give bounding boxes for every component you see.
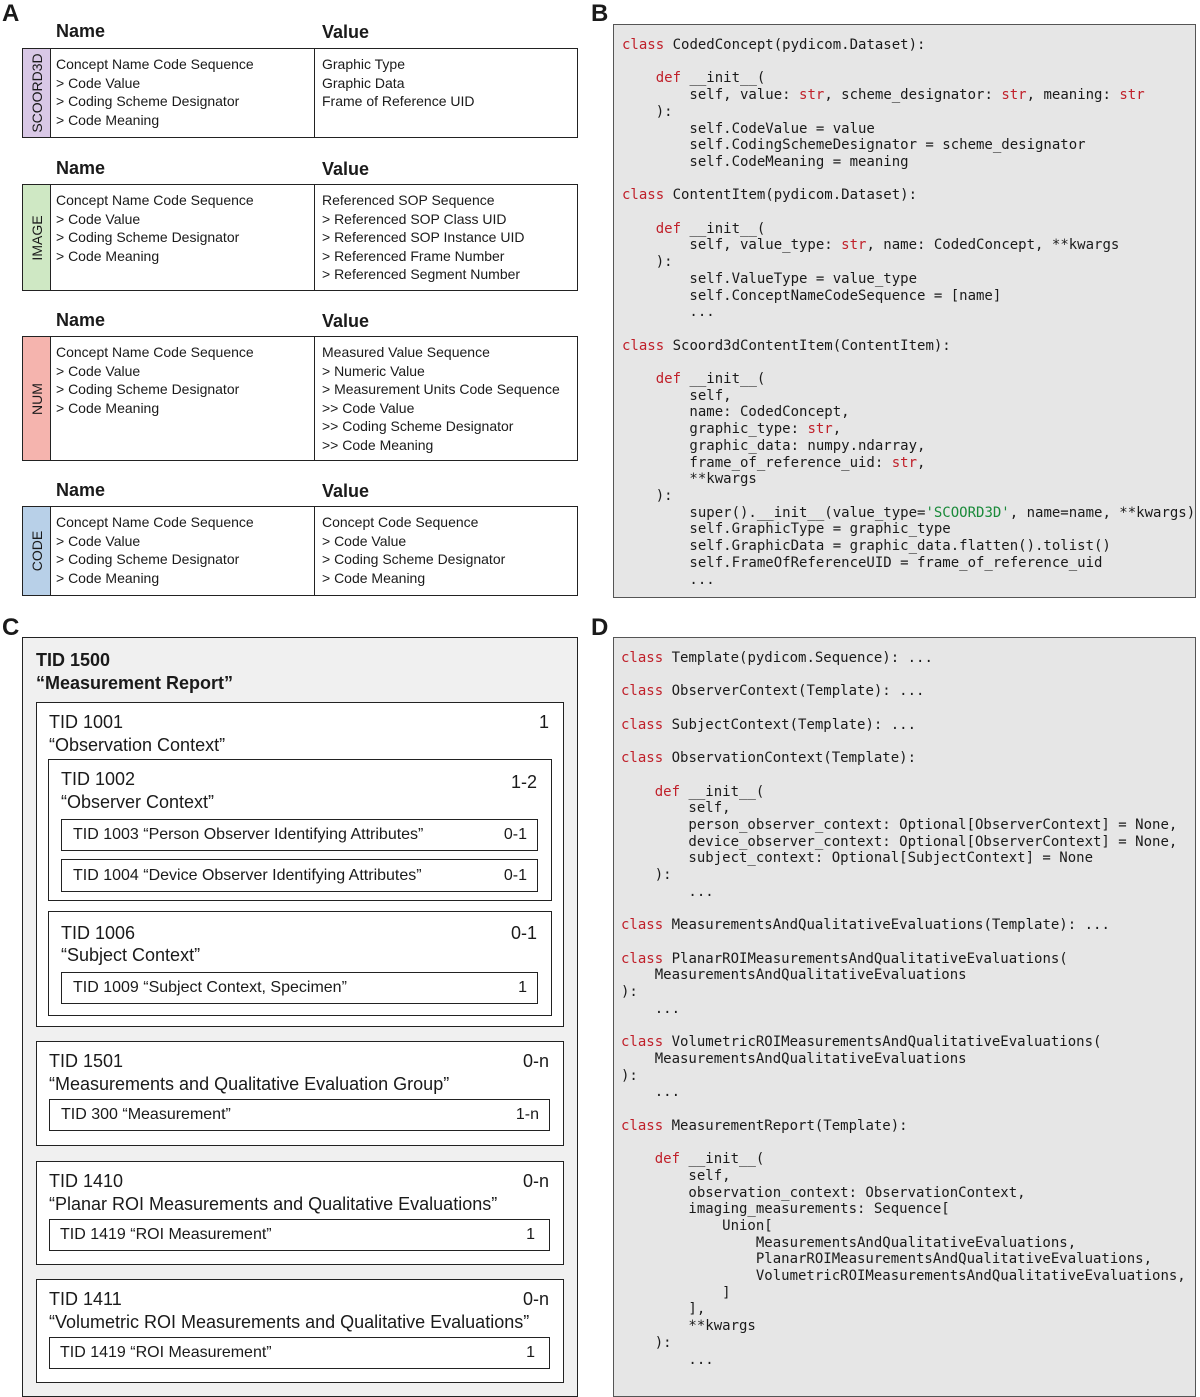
code-text: ): xyxy=(621,1067,638,1084)
code-text: ... xyxy=(621,883,714,900)
keyword: class xyxy=(621,950,664,967)
code-block-b xyxy=(622,37,1195,588)
tid-1410-title: “Planar ROI Measurements and Qualitative Evaluations” xyxy=(49,1194,498,1214)
code-text: self.FrameOfReferenceUID = frame_of_reference_uid xyxy=(622,554,1103,571)
code-text xyxy=(622,221,656,237)
code-line xyxy=(622,104,1195,121)
name-line: > Coding Scheme Designator xyxy=(56,551,240,567)
name-line: > Code Meaning xyxy=(56,247,160,264)
code-text: ): xyxy=(621,984,638,1001)
tid-1002-title: “Observer Context” xyxy=(61,792,215,812)
value-line: > Code Value xyxy=(322,532,407,549)
code-line xyxy=(621,734,1186,751)
code-line xyxy=(621,1251,1186,1268)
code-text: frame_of_reference_uid: xyxy=(622,454,892,471)
code-line xyxy=(622,538,1195,555)
code-text: SubjectContext(Template): ... xyxy=(663,716,917,733)
keyword: class xyxy=(621,1034,664,1051)
tid-1003-label: TID 1003 “Person Observer Identifying Attributes” xyxy=(73,826,424,843)
name-line: > Code Meaning xyxy=(56,111,160,128)
code-line xyxy=(622,154,1195,171)
code-line xyxy=(621,1084,1186,1101)
code-line xyxy=(621,700,1186,717)
code-text: ... xyxy=(621,1351,714,1368)
tid-1002-id: TID 1002 xyxy=(61,769,136,789)
code-text: ): xyxy=(621,1334,672,1351)
code-text: PlanarROIMeasurementsAndQualitativeEvaluations( xyxy=(663,950,1068,967)
code-line xyxy=(621,834,1186,851)
tid-1411-title: “Volumetric ROI Measurements and Qualitative Evaluations” xyxy=(49,1312,530,1332)
value-line: > Measurement Units Code Sequence xyxy=(322,381,560,397)
string-literal: 'SCOORD3D' xyxy=(925,504,1010,521)
tid-1001-title: “Observation Context” xyxy=(49,735,226,755)
keyword: def xyxy=(655,220,682,237)
column-divider xyxy=(314,49,315,137)
tid-300-label: TID 300 “Measurement” xyxy=(61,1106,231,1123)
code-text: self, xyxy=(621,1167,731,1184)
code-text: self, xyxy=(621,800,731,817)
code-text: __init__( xyxy=(681,220,766,237)
code-text: ObservationContext(Template): xyxy=(663,750,917,767)
value-line: Referenced SOP Sequence xyxy=(322,192,495,208)
code-line xyxy=(622,288,1195,305)
code-table xyxy=(22,506,578,596)
panel-b-code xyxy=(613,24,1196,598)
tag-label: CODE xyxy=(28,530,45,572)
code-line xyxy=(621,1118,1186,1135)
tid-1009-cardinality: 1 xyxy=(518,979,527,996)
column-divider xyxy=(314,507,315,595)
tag-label: SCOORD3D xyxy=(28,53,45,133)
keyword: class xyxy=(621,750,664,767)
code-line xyxy=(621,850,1186,867)
tid-1419-planar-box xyxy=(49,1219,550,1251)
keyword: str xyxy=(891,454,918,471)
code-text: ], xyxy=(621,1301,706,1318)
code-text: self.ConceptNameCodeSequence = [name] xyxy=(622,287,1002,304)
code-line xyxy=(622,421,1195,438)
code-line xyxy=(622,521,1195,538)
tid-1009-label: TID 1009 “Subject Context, Specimen” xyxy=(73,979,347,996)
code-line xyxy=(621,1285,1186,1302)
tid-1501-cardinality: 0-n xyxy=(522,1051,549,1071)
code-text: MeasurementsAndQualitativeEvaluations xyxy=(621,1050,967,1067)
code-line xyxy=(622,455,1195,472)
value-header: Value xyxy=(322,159,370,179)
name-header: Name xyxy=(56,21,106,41)
code-text: , name=name, **kwargs) xyxy=(1009,504,1196,521)
tid-1410-cardinality: 0-n xyxy=(522,1171,549,1191)
code-line xyxy=(622,572,1195,589)
keyword: str xyxy=(799,87,825,104)
code-tag xyxy=(23,507,51,595)
code-line xyxy=(621,1001,1186,1018)
image-table xyxy=(22,184,578,291)
code-text: imaging_measurements: Sequence[ xyxy=(621,1201,950,1218)
code-line xyxy=(622,471,1195,488)
code-text: ): xyxy=(622,487,673,504)
scoord3d-table xyxy=(22,48,578,138)
code-text: super().__init__(value_type= xyxy=(622,504,926,521)
value-line: Frame of Reference UID xyxy=(322,93,475,109)
code-text: person_observer_context: Optional[ObserverContext] = None, xyxy=(621,817,1178,834)
tid-1004-label: TID 1004 “Device Observer Identifying Attributes” xyxy=(73,867,422,884)
tid-1002-cardinality: 1-2 xyxy=(510,772,537,792)
name-line: > Code Meaning xyxy=(56,399,160,416)
code-line xyxy=(622,304,1195,321)
code-line xyxy=(621,1151,1186,1168)
panel-label-d: D xyxy=(591,614,609,641)
code-line xyxy=(621,1051,1186,1068)
name-line: > Code Value xyxy=(56,210,141,227)
value-line: Measured Value Sequence xyxy=(322,344,490,360)
keyword: class xyxy=(621,716,664,733)
code-text: __init__( xyxy=(680,1151,765,1168)
keyword: str xyxy=(1119,87,1145,104)
value-line: > Referenced Segment Number xyxy=(322,266,521,282)
panel-label-c: C xyxy=(2,614,20,641)
code-line xyxy=(622,354,1195,371)
code-text: ... xyxy=(621,1000,681,1017)
code-line xyxy=(622,54,1195,71)
code-text: MeasurementsAndQualitativeEvaluations(Template): ... xyxy=(663,917,1110,934)
value-line: > Referenced SOP Class UID xyxy=(322,210,507,227)
code-text: ): xyxy=(622,103,673,120)
code-line xyxy=(621,1318,1186,1335)
code-line xyxy=(621,1335,1186,1352)
tid-1006-id: TID 1006 xyxy=(61,923,136,943)
code-line xyxy=(622,388,1195,405)
code-line xyxy=(622,404,1195,421)
num-tag xyxy=(23,337,51,460)
code-text: VolumetricROIMeasurementsAndQualitativeEvaluations( xyxy=(663,1034,1102,1051)
code-line xyxy=(621,1134,1186,1151)
code-line xyxy=(621,717,1186,734)
code-text: CodedConcept(pydicom.Dataset): xyxy=(664,37,926,53)
panel-label-b: B xyxy=(591,0,609,27)
code-text: __init__( xyxy=(680,783,765,800)
code-text: ObserverContext(Template): ... xyxy=(663,683,925,700)
name-line: Concept Name Code Sequence xyxy=(56,514,254,530)
code-text: self.CodingSchemeDesignator = scheme_designator xyxy=(622,137,1086,154)
code-text: graphic_type: xyxy=(622,421,808,438)
code-line xyxy=(621,1101,1186,1118)
code-text: , xyxy=(832,421,842,438)
code-text xyxy=(621,784,655,800)
tid-1004-cardinality: 0-1 xyxy=(503,867,527,884)
num-table xyxy=(22,336,578,461)
code-line xyxy=(622,221,1195,238)
value-header: Value xyxy=(322,311,370,331)
code-line xyxy=(621,1235,1186,1252)
code-text: , scheme_designator: xyxy=(824,87,1002,104)
code-line xyxy=(621,917,1186,934)
code-text xyxy=(622,70,656,86)
tid-1419-cardinality: 1 xyxy=(526,1344,535,1361)
value-line: >> Code Value xyxy=(322,399,415,416)
code-line xyxy=(621,817,1186,834)
code-line xyxy=(622,237,1195,254)
code-line xyxy=(621,784,1186,801)
keyword: def xyxy=(655,70,682,87)
tid-1001-cardinality: 1 xyxy=(538,712,549,732)
code-text: ContentItem(pydicom.Dataset): xyxy=(664,187,918,204)
tag-label: IMAGE xyxy=(28,214,45,261)
code-line xyxy=(621,1268,1186,1285)
code-text: self, value_type: xyxy=(622,237,842,254)
tid-1419-cardinality: 1 xyxy=(526,1226,535,1243)
name-header: Name xyxy=(56,480,106,500)
code-line xyxy=(621,683,1186,700)
code-line xyxy=(621,1301,1186,1318)
tid-1003-cardinality: 0-1 xyxy=(503,826,527,843)
code-line xyxy=(621,650,1186,667)
code-line xyxy=(622,505,1195,522)
code-text: Union[ xyxy=(621,1217,773,1234)
value-column xyxy=(322,343,560,454)
name-line: > Code Value xyxy=(56,74,141,91)
panel-label-a: A xyxy=(2,0,20,27)
value-line: > Referenced Frame Number xyxy=(322,247,505,264)
value-line: > Referenced SOP Instance UID xyxy=(322,229,525,245)
code-line xyxy=(622,438,1195,455)
tid-1500-id: TID 1500 xyxy=(36,650,111,670)
name-line: Concept Name Code Sequence xyxy=(56,344,254,360)
code-text: MeasurementsAndQualitativeEvaluations, xyxy=(621,1234,1077,1251)
value-column xyxy=(322,191,524,284)
value-header: Value xyxy=(322,22,370,42)
code-text: graphic_data: numpy.ndarray, xyxy=(622,437,926,454)
keyword: class xyxy=(621,1117,664,1134)
code-line xyxy=(621,901,1186,918)
value-line: Graphic Type xyxy=(322,56,406,72)
tid-1001-id: TID 1001 xyxy=(49,712,124,732)
tag-label: NUM xyxy=(28,382,45,415)
value-line: > Numeric Value xyxy=(322,362,425,379)
code-line xyxy=(621,1201,1186,1218)
keyword: class xyxy=(621,683,664,700)
scoord3d-tag xyxy=(23,49,51,137)
tid-1501-id: TID 1501 xyxy=(49,1051,124,1071)
name-line: > Coding Scheme Designator xyxy=(56,229,240,245)
code-text: self.CodeMeaning = meaning xyxy=(622,153,909,170)
code-line xyxy=(622,171,1195,188)
code-text: MeasurementReport(Template): xyxy=(663,1117,908,1134)
keyword: class xyxy=(622,37,665,53)
code-line xyxy=(621,867,1186,884)
code-line xyxy=(622,37,1195,54)
code-text: , meaning: xyxy=(1026,87,1120,104)
panel-d-code xyxy=(613,637,1196,1397)
code-text: ): xyxy=(621,867,672,884)
code-text xyxy=(621,1151,655,1167)
tid-1009-box xyxy=(61,972,538,1004)
code-text xyxy=(622,371,656,387)
value-line: Concept Code Sequence xyxy=(322,514,479,530)
name-header: Name xyxy=(56,310,106,330)
code-line xyxy=(622,338,1195,355)
code-line xyxy=(621,967,1186,984)
code-block-d xyxy=(621,650,1186,1368)
code-text: self.GraphicData = graphic_data.flatten().tolist() xyxy=(622,538,1111,555)
code-line xyxy=(621,1034,1186,1051)
name-column xyxy=(56,55,254,129)
name-header: Name xyxy=(56,158,106,178)
tid-300-cardinality: 1-n xyxy=(515,1106,539,1123)
keyword: str xyxy=(1001,87,1027,104)
code-text: PlanarROIMeasurementsAndQualitativeEvaluations, xyxy=(621,1251,1153,1268)
tid-1003-box xyxy=(61,819,538,851)
tid-1419-volumetric-box xyxy=(49,1337,550,1369)
column-divider xyxy=(314,337,315,460)
tid-1419-label: TID 1419 “ROI Measurement” xyxy=(60,1344,272,1361)
code-line xyxy=(621,884,1186,901)
name-line: > Code Value xyxy=(56,532,141,549)
value-line: > Coding Scheme Designator xyxy=(322,551,506,567)
name-line: > Code Meaning xyxy=(56,569,160,586)
code-line xyxy=(622,87,1195,104)
code-line xyxy=(622,204,1195,221)
tid-1004-box xyxy=(61,859,538,892)
tid-1411-cardinality: 0-n xyxy=(522,1289,549,1309)
code-text: ): xyxy=(622,254,673,271)
code-line xyxy=(621,984,1186,1001)
value-line: Graphic Data xyxy=(322,74,405,91)
code-line xyxy=(621,800,1186,817)
code-text: self, xyxy=(622,387,732,404)
code-line xyxy=(621,934,1186,951)
code-line xyxy=(622,488,1195,505)
value-header: Value xyxy=(322,481,370,501)
code-text: __init__( xyxy=(681,70,766,87)
tid-1410-id: TID 1410 xyxy=(49,1171,124,1191)
keyword: class xyxy=(622,337,665,354)
code-line xyxy=(622,321,1195,338)
tid-1419-label: TID 1419 “ROI Measurement” xyxy=(60,1226,272,1243)
code-line xyxy=(621,1185,1186,1202)
tid-1411-id: TID 1411 xyxy=(49,1289,122,1309)
value-line: >> Coding Scheme Designator xyxy=(322,418,514,434)
code-line xyxy=(621,1017,1186,1034)
code-text: __init__( xyxy=(681,371,766,388)
code-text: Scoord3dContentItem(ContentItem): xyxy=(664,337,951,354)
code-text: observation_context: ObservationContext, xyxy=(621,1184,1026,1201)
value-column xyxy=(322,55,475,111)
code-line xyxy=(622,371,1195,388)
code-text: self, value: xyxy=(622,87,800,104)
code-text: self.CodeValue = value xyxy=(622,120,875,137)
code-text: device_observer_context: Optional[ObserverContext] = None, xyxy=(621,833,1178,850)
code-text: ... xyxy=(622,571,715,588)
name-column xyxy=(56,343,254,417)
code-line xyxy=(621,750,1186,767)
code-text: subject_context: Optional[SubjectContext] = None xyxy=(621,850,1094,867)
name-line: Concept Name Code Sequence xyxy=(56,56,254,72)
value-line: > Code Meaning xyxy=(322,569,426,586)
code-text: **kwargs xyxy=(621,1318,756,1335)
code-line xyxy=(621,767,1186,784)
code-line xyxy=(621,1068,1186,1085)
code-text: , xyxy=(917,454,926,471)
code-line xyxy=(622,187,1195,204)
code-text: name: CodedConcept, xyxy=(622,404,850,421)
name-column xyxy=(56,191,254,265)
tid-1500-title: “Measurement Report” xyxy=(36,673,234,693)
code-text: Template(pydicom.Sequence): ... xyxy=(663,650,933,666)
keyword: def xyxy=(654,783,681,800)
keyword: def xyxy=(654,1151,681,1168)
code-text: MeasurementsAndQualitativeEvaluations xyxy=(621,967,967,984)
value-line: >> Code Meaning xyxy=(322,436,434,453)
value-column xyxy=(322,513,505,587)
code-text: self.ValueType = value_type xyxy=(622,270,918,287)
code-line xyxy=(621,667,1186,684)
code-text: ] xyxy=(621,1284,731,1301)
code-line xyxy=(621,951,1186,968)
keyword: str xyxy=(841,237,867,254)
keyword: class xyxy=(621,650,664,666)
code-text: VolumetricROIMeasurementsAndQualitativeEvaluations, xyxy=(621,1268,1186,1285)
code-text: ... xyxy=(622,304,715,321)
code-text: **kwargs xyxy=(622,471,757,488)
code-text: self.GraphicType = graphic_type xyxy=(622,521,951,538)
code-line xyxy=(622,121,1195,138)
code-line xyxy=(622,137,1195,154)
name-line: > Code Value xyxy=(56,362,141,379)
name-line: > Coding Scheme Designator xyxy=(56,93,240,109)
column-divider xyxy=(314,185,315,290)
code-line xyxy=(622,254,1195,271)
code-line xyxy=(621,1168,1186,1185)
code-line xyxy=(622,271,1195,288)
keyword: class xyxy=(622,187,665,204)
name-line: Concept Name Code Sequence xyxy=(56,192,254,208)
name-line: > Coding Scheme Designator xyxy=(56,381,240,397)
keyword: def xyxy=(655,371,682,388)
code-line xyxy=(621,1218,1186,1235)
tid-1006-title: “Subject Context” xyxy=(61,945,201,965)
keyword: str xyxy=(807,421,833,438)
code-text: , name: CodedConcept, **kwargs xyxy=(866,237,1120,254)
image-tag xyxy=(23,185,51,290)
tid-300-box xyxy=(49,1099,550,1131)
tid-1006-cardinality: 0-1 xyxy=(510,923,537,943)
keyword: class xyxy=(621,917,664,934)
name-column xyxy=(56,513,254,587)
code-line xyxy=(622,70,1195,87)
code-line xyxy=(621,1352,1186,1369)
code-text: ... xyxy=(621,1084,681,1101)
tid-1501-title: “Measurements and Qualitative Evaluation Group” xyxy=(49,1074,450,1094)
code-line xyxy=(622,555,1195,572)
